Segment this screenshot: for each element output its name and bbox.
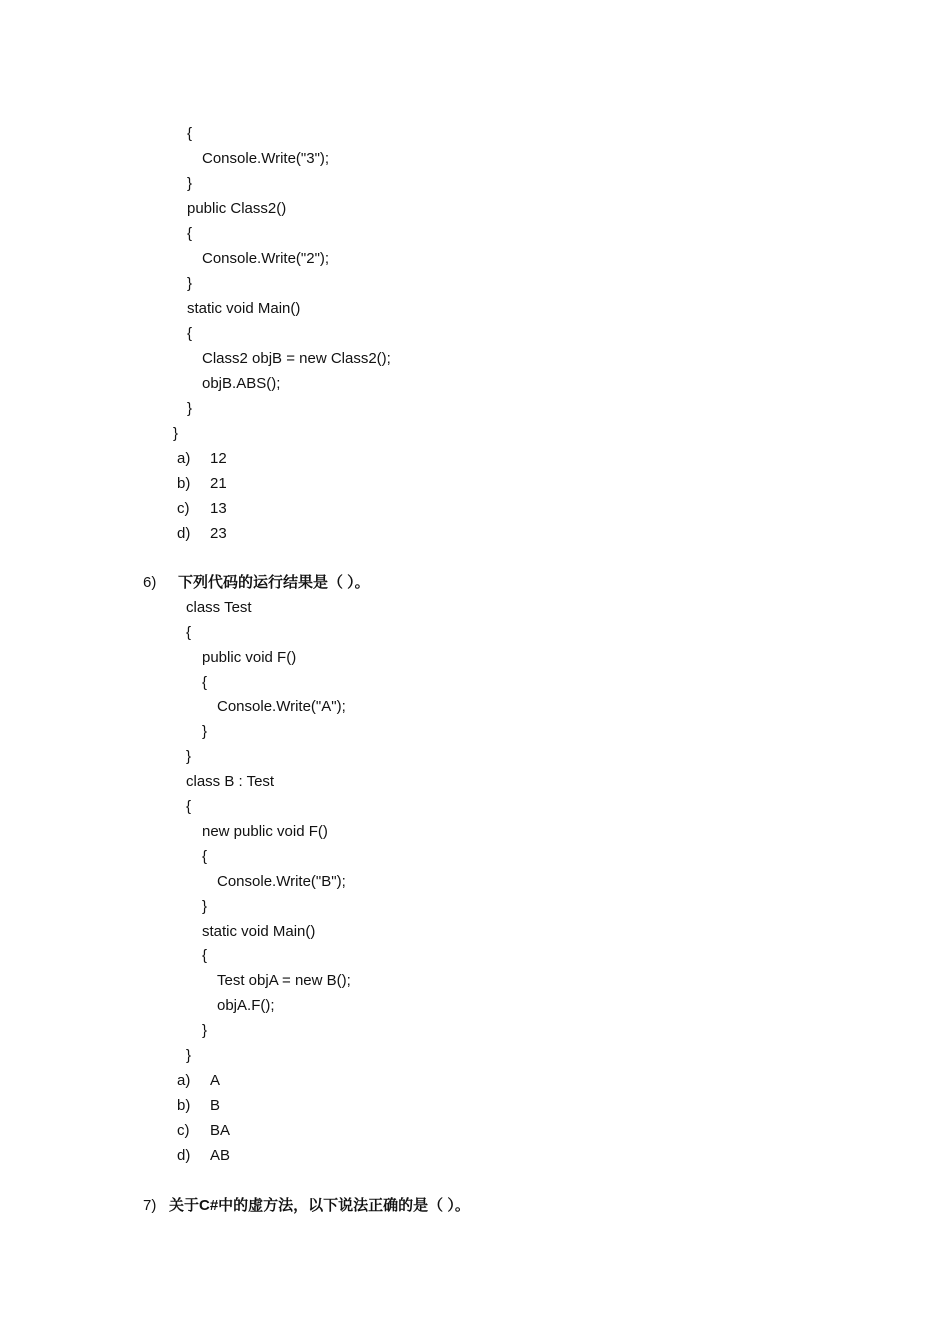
code-line: Class2 objB = new Class2(); [202, 350, 391, 367]
code-line: Console.Write("A"); [217, 698, 346, 715]
code-line: class Test [186, 599, 252, 616]
option [177, 1071, 220, 1091]
code-line: objB.ABS(); [202, 375, 281, 392]
option-label: d) [177, 525, 191, 542]
option [177, 1096, 220, 1116]
option [177, 499, 227, 519]
question-7-number: 7) [143, 1197, 157, 1214]
code-line: } [187, 400, 193, 417]
code-line: { [202, 947, 208, 964]
code-line: } [173, 425, 179, 442]
code-line: } [187, 175, 193, 192]
option-value: 21 [210, 475, 227, 492]
option [177, 449, 227, 469]
code-line: { [186, 798, 192, 815]
option [177, 524, 227, 544]
option [177, 474, 227, 494]
code-line: } [202, 1022, 208, 1039]
code-line: { [187, 325, 193, 342]
code-line: { [187, 225, 193, 242]
code-line: new public void F() [202, 823, 328, 840]
code-line: } [202, 898, 208, 915]
option-label: c) [177, 500, 190, 517]
option [177, 1146, 230, 1166]
code-line: } [186, 1047, 192, 1064]
code-line: } [202, 723, 208, 740]
code-line: Console.Write("B"); [217, 873, 346, 890]
code-line: class B : Test [186, 773, 275, 790]
option-value: 12 [210, 450, 227, 467]
option-value: 23 [210, 525, 227, 542]
option-value: BA [210, 1122, 231, 1139]
code-line: { [187, 125, 193, 142]
question-6-text: 下列代码的运行结果是（ ）。 [178, 574, 370, 591]
code-line: objA.F(); [217, 997, 275, 1014]
option-value: 13 [210, 500, 227, 517]
option-value: AB [210, 1147, 231, 1164]
option-label: d) [177, 1147, 191, 1164]
option-label: c) [177, 1122, 190, 1139]
option-value: B [210, 1097, 221, 1114]
option-label: b) [177, 475, 191, 492]
code-line: Console.Write("2"); [202, 250, 330, 267]
code-line: static void Main() [187, 300, 301, 317]
option-label: b) [177, 1097, 191, 1114]
code-line: { [202, 674, 208, 691]
option [177, 1121, 230, 1141]
option-label: a) [177, 1072, 191, 1089]
question-6-number: 6) [143, 574, 157, 591]
option-label: a) [177, 450, 191, 467]
code-line: static void Main() [202, 923, 316, 940]
question-7-text: 关于C#中的虚方法，以下说法正确的是（ ）。 [169, 1197, 470, 1214]
code-line: Test objA = new B(); [217, 972, 351, 989]
option-value: A [210, 1072, 221, 1089]
code-line: } [187, 275, 193, 292]
code-line: } [186, 748, 192, 765]
code-line: public void F() [202, 649, 297, 666]
code-line: { [186, 624, 192, 641]
code-line: Console.Write("3"); [202, 150, 330, 167]
code-line: public Class2() [187, 200, 287, 217]
code-line: { [202, 848, 208, 865]
